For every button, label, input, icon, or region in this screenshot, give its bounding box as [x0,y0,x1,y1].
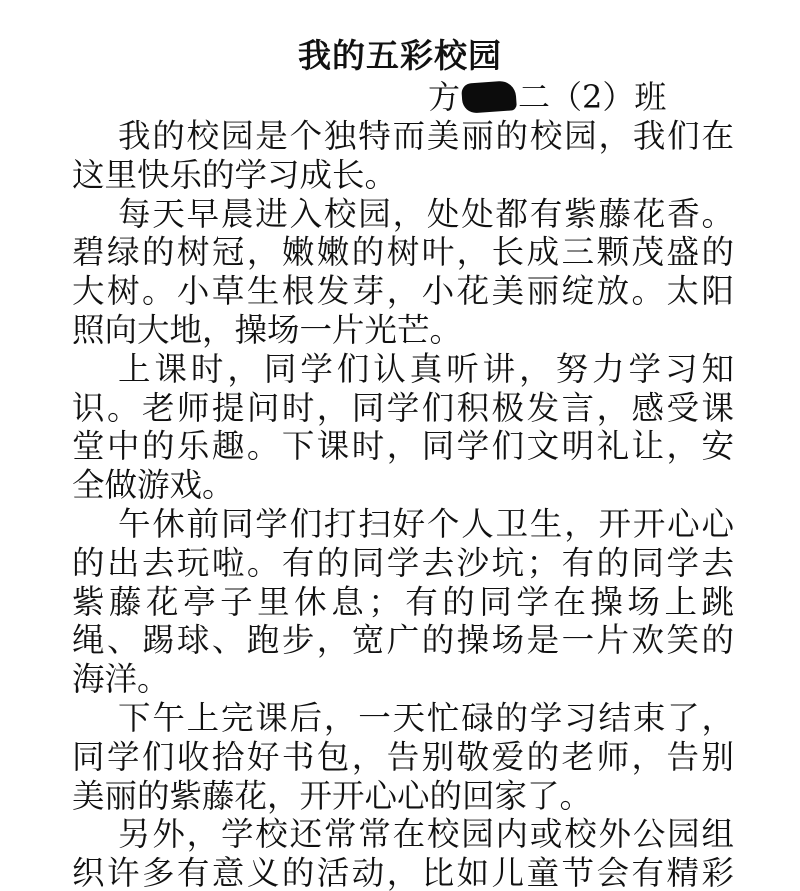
essay-body [72,117,734,891]
essay-line: 照向大地，操场一片光芒。 [72,310,463,349]
essay-line: 这里快乐的学习成长。 [72,155,398,194]
essay-line: 下午上完课后，一天忙碌的学习结束了， [118,698,734,737]
essay-line: 的出去玩啦。有的同学去沙坑；有的同学去 [72,543,734,582]
essay-line: 我的校园是个独特而美丽的校园，我们在 [118,117,734,155]
essay-line: 堂中的乐趣。下课时，同学们文明礼让，安 [72,427,734,466]
redaction-mark [461,80,517,114]
essay-line: 大树。小草生根发芽，小花美丽绽放。太阳 [72,272,734,311]
essay-line: 海洋。 [72,660,170,699]
essay-line: 碧绿的树冠，嫩嫩的树叶，长成三颗茂盛的 [72,233,734,272]
essay-line: 另外，学校还常常在校园内或校外公园组 [118,815,734,854]
essay-line: 每天早晨进入校园，处处都有紫藤花香。 [118,194,734,233]
author-byline [428,76,666,118]
essay-line: 绳、踢球、跑步，宽广的操场是一片欢笑的 [72,621,734,660]
essay-line: 识。老师提问时，同学们积极发言，感受课 [72,388,734,427]
essay-line: 午休前同学们打扫好个人卫生，开开心心 [118,504,734,543]
essay-title: 我的五彩校园 [298,36,502,75]
essay-line: 美丽的紫藤花，开开心心的回家了。 [72,776,593,815]
essay-line: 上课时，同学们认真听讲，努力学习知 [118,349,734,388]
essay-line: 织许多有意义的活动，比如儿童节会有精彩 [72,854,734,891]
essay-line: 全做游戏。 [72,466,235,505]
essay-line: 紫藤花亭子里休息；有的同学在操场上跳 [72,582,734,621]
author-class: 二（2）班 [518,78,667,116]
author-name-visible: 方 [428,78,461,116]
essay-line: 同学们收拾好书包，告别敬爱的老师，告别 [72,737,734,776]
